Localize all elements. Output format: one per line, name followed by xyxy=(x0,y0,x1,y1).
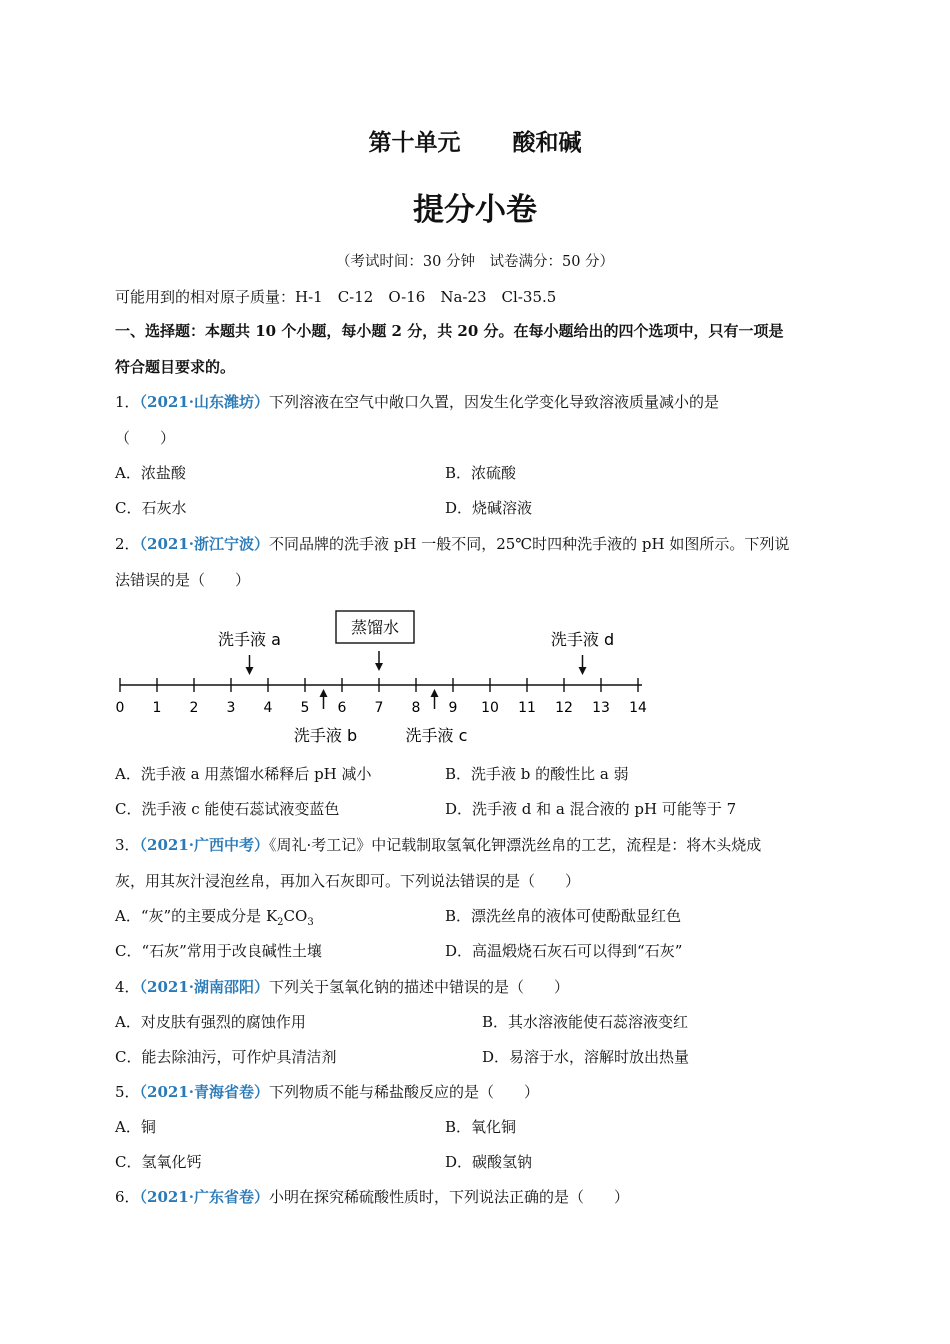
ph-tick-label: 3 xyxy=(226,700,236,716)
q2-option-a: A．洗手液 a 用蒸馏水稀释后 pH 减小 xyxy=(115,765,372,783)
question-3-cont: 灰，用其灰汁浸泡丝帛，再加入石灰即可。下列说法错误的是（ ） xyxy=(115,872,581,890)
unit-topic: 酸和碱 xyxy=(512,130,582,156)
question-1-cont: （ ） xyxy=(115,429,176,447)
q5-option-d: D．碳酸氢钠 xyxy=(445,1153,533,1171)
question-source: （2021·广西中考） xyxy=(139,836,270,854)
question-4: 4．（2021·湖南邵阳）下列关于氢氧化钠的描述中错误的是（ ） xyxy=(115,978,570,996)
ph-marker-label: 洗手液 d xyxy=(550,630,615,649)
q1-option-a: A．浓盐酸 xyxy=(115,464,186,482)
ph-tick-label: 8 xyxy=(411,700,421,716)
ph-tick-label: 7 xyxy=(374,700,384,716)
question-3: 3．（2021·广西中考）《周礼·考工记》中记载制取氢氧化钾漂洗丝帛的工艺，流程是：将木头烧成 xyxy=(115,836,762,854)
section-heading: 一、选择题：本题共 10 个小题，每小题 2 分，共 20 分。在每小题给出的四个选项中，只有一项是 xyxy=(115,322,784,340)
ph-marker-label: 洗手液 c xyxy=(405,726,468,745)
q1-option-b: B．浓硫酸 xyxy=(445,464,517,482)
ph-tick-label: 12 xyxy=(555,700,573,716)
ph-tick-label: 0 xyxy=(115,700,125,716)
q3-option-a: A．“灰”的主要成分是 $K_2CO_3$ xyxy=(115,907,314,928)
ph-tick-label: 9 xyxy=(448,700,458,716)
ph-scale-diagram xyxy=(110,605,670,755)
ph-marker-label: 洗手液 b xyxy=(293,726,358,745)
ph-tick-label: 5 xyxy=(300,700,310,716)
question-2: 2．（2021·浙江宁波）不同品牌的洗手液 pH 一般不同，25℃时四种洗手液的 pH 如图所示。下列说 xyxy=(115,535,790,553)
ph-arrow-head xyxy=(579,667,587,675)
ph-marker-label: 洗手液 a xyxy=(218,630,281,649)
q1-option-d: D．烧碱溶液 xyxy=(445,499,533,517)
question-source: （2021·浙江宁波） xyxy=(139,535,270,553)
question-5: 5．（2021·青海省卷）下列物质不能与稀盐酸反应的是（ ） xyxy=(115,1083,540,1101)
ph-arrow-head xyxy=(375,663,383,671)
q3-option-d: D．高温煅烧石灰石可以得到“石灰” xyxy=(445,942,683,960)
question-source: （2021·广东省卷） xyxy=(139,1188,270,1206)
page-title: 提分小卷 xyxy=(413,192,537,228)
ph-arrow-head xyxy=(431,689,439,697)
ph-arrow-head xyxy=(246,667,254,675)
ph-tick-label: 10 xyxy=(481,700,499,716)
q2-option-c: C．洗手液 c 能使石蕊试液变蓝色 xyxy=(115,800,340,818)
ph-tick-label: 13 xyxy=(592,700,610,716)
q5-option-c: C．氢氧化钙 xyxy=(115,1153,202,1171)
ph-tick-label: 11 xyxy=(518,700,536,716)
section-heading-cont: 符合题目要求的。 xyxy=(115,358,236,376)
q4-option-c: C．能去除油污，可作炉具清洁剂 xyxy=(115,1048,337,1066)
question-source: （2021·山东潍坊） xyxy=(139,393,270,411)
ph-tick-label: 2 xyxy=(189,700,199,716)
q4-option-d: D．易溶于水，溶解时放出热量 xyxy=(482,1048,690,1066)
question-source: （2021·青海省卷） xyxy=(139,1083,270,1101)
exam-info: （考试时间：30 分钟 试卷满分：50 分） xyxy=(335,254,615,270)
ph-tick-label: 14 xyxy=(629,700,647,716)
unit-number: 第十单元 xyxy=(368,130,461,156)
ph-arrow-head xyxy=(320,689,328,697)
q5-option-b: B．氧化铜 xyxy=(445,1118,517,1136)
q4-option-b: B．其水溶液能使石蕊溶液变红 xyxy=(482,1013,689,1031)
ph-tick-label: 6 xyxy=(337,700,347,716)
question-2-cont: 法错误的是（ ） xyxy=(115,571,251,589)
q3-option-b: B．漂洗丝帛的液体可使酚酞显红色 xyxy=(445,907,682,925)
atomic-masses: 可能用到的相对原子质量：H-1 C-12 O-16 Na-23 Cl-35.5 xyxy=(115,288,557,306)
ph-tick-label: 4 xyxy=(263,700,273,716)
question-source: （2021·湖南邵阳） xyxy=(139,978,270,996)
ph-tick-label: 1 xyxy=(152,700,162,716)
q2-option-d: D．洗手液 d 和 a 混合液的 pH 可能等于 7 xyxy=(445,800,737,818)
unit-title xyxy=(0,124,950,157)
q1-option-c: C．石灰水 xyxy=(115,499,187,517)
q4-option-a: A．对皮肤有强烈的腐蚀作用 xyxy=(115,1013,306,1031)
question-1: 1．（2021·山东潍坊）下列溶液在空气中敞口久置，因发生化学变化导致溶液质量减小的是 xyxy=(115,393,720,411)
distilled-water-label: 蒸馏水 xyxy=(350,618,400,637)
ph-ticks xyxy=(116,678,647,716)
question-6: 6．（2021·广东省卷）小明在探究稀硫酸性质时，下列说法正确的是（ ） xyxy=(115,1188,630,1206)
q3-option-c: C．“石灰”常用于改良碱性土壤 xyxy=(115,942,322,960)
q5-option-a: A．铜 xyxy=(115,1118,156,1136)
q2-option-b: B．洗手液 b 的酸性比 a 弱 xyxy=(445,765,629,783)
